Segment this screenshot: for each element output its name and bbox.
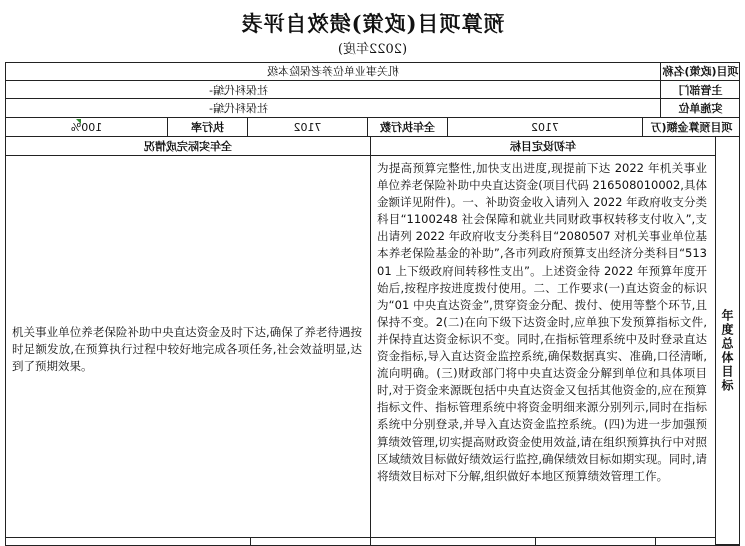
annual-goal-label: 年度总体目标 <box>720 308 734 393</box>
annual-execution-label: 全年执行数 <box>367 118 447 137</box>
project-name-value: 机关事业单位养老保险本级 <box>5 62 660 81</box>
actual-completion-header: 全年实际完成情况 <box>5 137 370 156</box>
project-name-label: 项目(政策)名称 <box>660 62 740 81</box>
execution-rate-label: 执行率 <box>167 118 247 137</box>
annual-execution-value: 7102 <box>247 118 367 137</box>
cell-comment-marker <box>76 119 81 124</box>
execution-rate-value: 100% <box>5 118 167 137</box>
page-title: 预算项目(政策)绩效自评表 <box>240 11 505 36</box>
department-value: 社保科代编- <box>5 81 660 99</box>
implementing-unit-value: 社保科代编- <box>5 99 660 118</box>
budget-amount-label: 项目预算金额(万 <box>642 118 740 137</box>
set-goal-text-cell <box>370 156 715 538</box>
actual-completion-cell <box>5 156 370 538</box>
actual-completion-text: 机关事业单位养老保险补助中央直达资金及时下达,确保了养老待遇按时足额发放,在预算执行过程中较好地完成各项任务,社会效益明显,达到了预期效果。 <box>12 325 362 374</box>
year-subtitle: (2022年度) <box>337 42 408 57</box>
implementing-unit-label: 实施单位 <box>660 99 740 118</box>
set-goal-header: 年初设定目标 <box>370 137 715 156</box>
department-label: 主管部门 <box>660 81 740 99</box>
set-goal-text: 为提高预算完整性,加快支出进度,现提前下达 2022 年机关事业单位养老保险补助中央直达资金(项目代码 216508010002,具体金额详见附件)。一、补助资金收入请列入 2022 年政府收支分类科目“1100248 社会保障和就业共同财政事权转移支付收入”,支出请列 2022 年政府收支分类科目“2080507 对机关事业单位基本养老保险基金的补助”,各市列政府预算支出经济分类科目“51301 上下级政府间转移性支出”。上述资金待 2022 年预算年度开始后,按程序按进度拨付使用。二、工作要求(一)直达资金的标识为“01 中央直达资金”,贯穿资金分配、拨付、使用等整个环节,且保持不变。2(二)在向下级下达资金时,应单独下发预算指标文件,并保持直达资金标识不变。同时,在指标管理系统中及时登录直达资金指标,导入直达资金监控系统,确保数据真实、准确,口径清晰,流向明确。(三)财政部门将中央直达资金分解到单位和具体项目时,对于资金来源既包括中央直达资金又包括其他资金的,应在预算指标文件、指标管理系统中将资金明细来源分别列示,同时在指标系统中分别登录,并导入直达资金监控系统。(四)为进一步加强预算绩效管理,切实提高财政资金使用效益,请在组织预算执行中对照区域绩效目标做好绩效运行监控,确保绩效目标如期实现。同时,请将绩效目标对下分解,组织做好本地区预算绩效管理工作。 <box>377 161 707 483</box>
budget-amount-value: 7102 <box>447 118 642 137</box>
